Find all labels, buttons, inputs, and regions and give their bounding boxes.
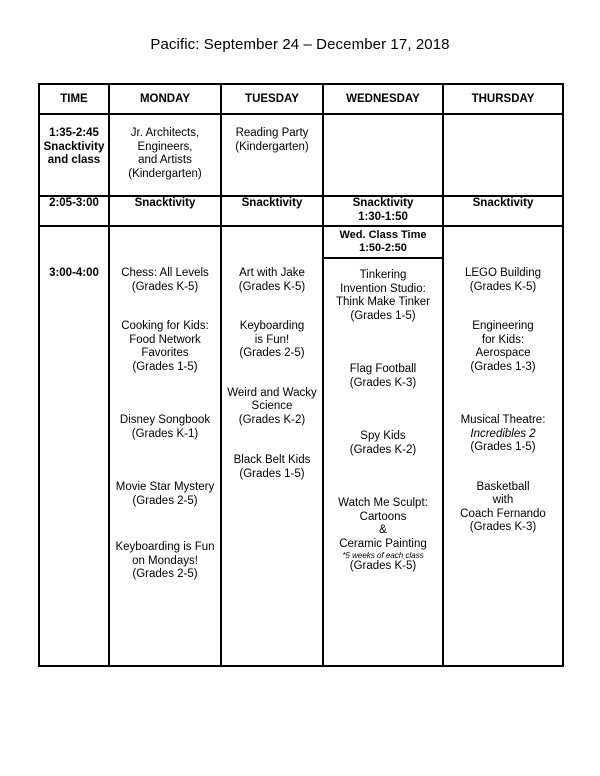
class-item <box>222 267 322 294</box>
class-name: Think Make Tinker <box>336 296 430 308</box>
class-name: & <box>379 524 387 536</box>
class-name: Cooking for Kids: <box>121 320 209 332</box>
snack-time: 1:30-1:50 <box>358 210 408 223</box>
class-item <box>324 363 442 390</box>
class-name: Tinkering <box>359 269 407 281</box>
class-name: Spy Kids <box>360 430 406 442</box>
class-grades: (Grades K-5) <box>131 280 199 293</box>
class-name: Weird and Wacky <box>227 386 317 399</box>
class-name: and Artists <box>138 154 192 166</box>
time-cell <box>39 226 109 666</box>
class-grades: (Kindergarten) <box>128 167 202 180</box>
class-name: Science <box>251 400 293 412</box>
class-name: Food Network <box>129 333 201 346</box>
class-grades: (Grades 1-5) <box>470 441 536 453</box>
header-monday: MONDAY <box>109 84 221 114</box>
class-grades: (Grades K-5) <box>469 280 537 293</box>
class-item <box>324 497 442 574</box>
class-name: with <box>492 494 514 506</box>
class-name: Cartoons <box>359 510 407 523</box>
row-main-session <box>39 226 563 666</box>
wednesday-class-time-header <box>324 227 442 259</box>
tuesday-cell: Snacktivity <box>221 196 323 226</box>
class-name: Basketball <box>476 480 530 493</box>
header-tuesday: TUESDAY <box>221 84 323 114</box>
class-name: Coach Fernando <box>460 507 546 520</box>
class-item <box>444 481 562 535</box>
class-item <box>110 541 220 582</box>
class-name: Jr. Architects, <box>130 127 200 139</box>
class-grades: (Grades K-1) <box>131 427 199 440</box>
tuesday-cell <box>221 226 323 666</box>
class-item <box>110 481 220 508</box>
class-item <box>444 320 562 374</box>
time-text: and class <box>47 154 101 166</box>
header-time: TIME <box>39 84 109 114</box>
wed-class-time-range: 1:50-2:50 <box>359 242 407 254</box>
class-name: Ceramic Painting <box>339 537 427 550</box>
time-text: Snacktivity <box>43 140 105 153</box>
class-name: is Fun! <box>254 333 290 346</box>
wed-class-time-label: Wed. Class Time <box>339 229 427 241</box>
class-item <box>222 320 322 361</box>
tuesday-cell <box>221 114 323 196</box>
class-item <box>110 414 220 441</box>
class-name: Incredibles 2 <box>470 427 536 440</box>
time-text: 1:35-2:45 <box>49 127 99 139</box>
thursday-cell <box>443 226 563 666</box>
class-grades: (Kindergarten) <box>235 140 309 153</box>
class-name: Aerospace <box>475 347 531 359</box>
class-grades: (Grades K-3) <box>349 376 417 389</box>
class-item <box>444 267 562 294</box>
class-name: Keyboarding is Fun <box>115 541 215 553</box>
class-grades: (Grades 2-5) <box>132 494 198 507</box>
time-cell <box>39 114 109 196</box>
class-item <box>222 387 322 428</box>
monday-cell <box>109 114 221 196</box>
class-grades: (Grades 2-5) <box>132 568 198 580</box>
class-name: Keyboarding <box>239 320 305 332</box>
class-grades: (Grades 1-5) <box>132 360 198 373</box>
class-item <box>324 430 442 457</box>
thursday-cell <box>443 114 563 196</box>
class-name: Movie Star Mystery <box>115 481 215 493</box>
class-name: Disney Songbook <box>119 414 211 426</box>
class-note: *5 weeks of each class <box>342 551 424 560</box>
wednesday-cell <box>323 226 443 666</box>
thursday-cell: Snacktivity <box>443 196 563 226</box>
time-cell: 2:05-3:00 <box>39 196 109 226</box>
class-item <box>324 269 442 323</box>
class-name: LEGO Building <box>464 267 542 279</box>
class-name: Art with Jake <box>239 267 305 279</box>
class-item <box>110 320 220 374</box>
class-name: for Kids: <box>481 333 525 346</box>
class-grades: (Grades K-5) <box>349 560 417 572</box>
class-name: Invention Studio: <box>340 282 426 295</box>
wednesday-cell <box>323 114 443 196</box>
class-name: on Mondays! <box>132 554 198 567</box>
class-grades: (Grades K-5) <box>238 280 306 293</box>
header-wednesday: WEDNESDAY <box>323 84 443 114</box>
class-grades: (Grades 1-5) <box>350 309 416 322</box>
row-early-session <box>39 114 563 196</box>
row-snacktivity <box>39 196 563 226</box>
page-title: Pacific: September 24 – December 17, 2018 <box>150 36 450 53</box>
class-name: Musical Theatre: <box>460 414 546 426</box>
monday-cell <box>109 226 221 666</box>
class-grades: (Grades K-2) <box>349 443 417 456</box>
class-name: Engineering <box>472 320 534 332</box>
class-name: Watch Me Sculpt: <box>338 497 428 509</box>
monday-cell: Snacktivity <box>109 196 221 226</box>
class-name: Black Belt Kids <box>233 454 311 466</box>
class-name: Favorites <box>141 347 189 359</box>
class-item <box>110 267 220 294</box>
class-grades: (Grades 1-5) <box>239 467 305 480</box>
class-name: Chess: All Levels <box>121 267 209 279</box>
class-name: Engineers, <box>137 140 193 153</box>
class-item <box>222 454 322 481</box>
wednesday-cell <box>323 196 443 226</box>
schedule-table <box>38 83 564 667</box>
class-grades: (Grades K-2) <box>238 413 306 426</box>
header-thursday: THURSDAY <box>443 84 563 114</box>
snack-text: Snacktivity <box>352 197 414 209</box>
header-row <box>39 84 563 114</box>
class-grades: (Grades 2-5) <box>239 347 305 359</box>
class-name: Flag Football <box>349 363 417 375</box>
class-grades: (Grades 1-3) <box>470 360 536 373</box>
class-grades: (Grades K-3) <box>469 521 537 533</box>
class-name: Reading Party <box>235 127 309 139</box>
class-item <box>444 414 562 455</box>
time-text: 3:00-4:00 <box>49 267 99 279</box>
